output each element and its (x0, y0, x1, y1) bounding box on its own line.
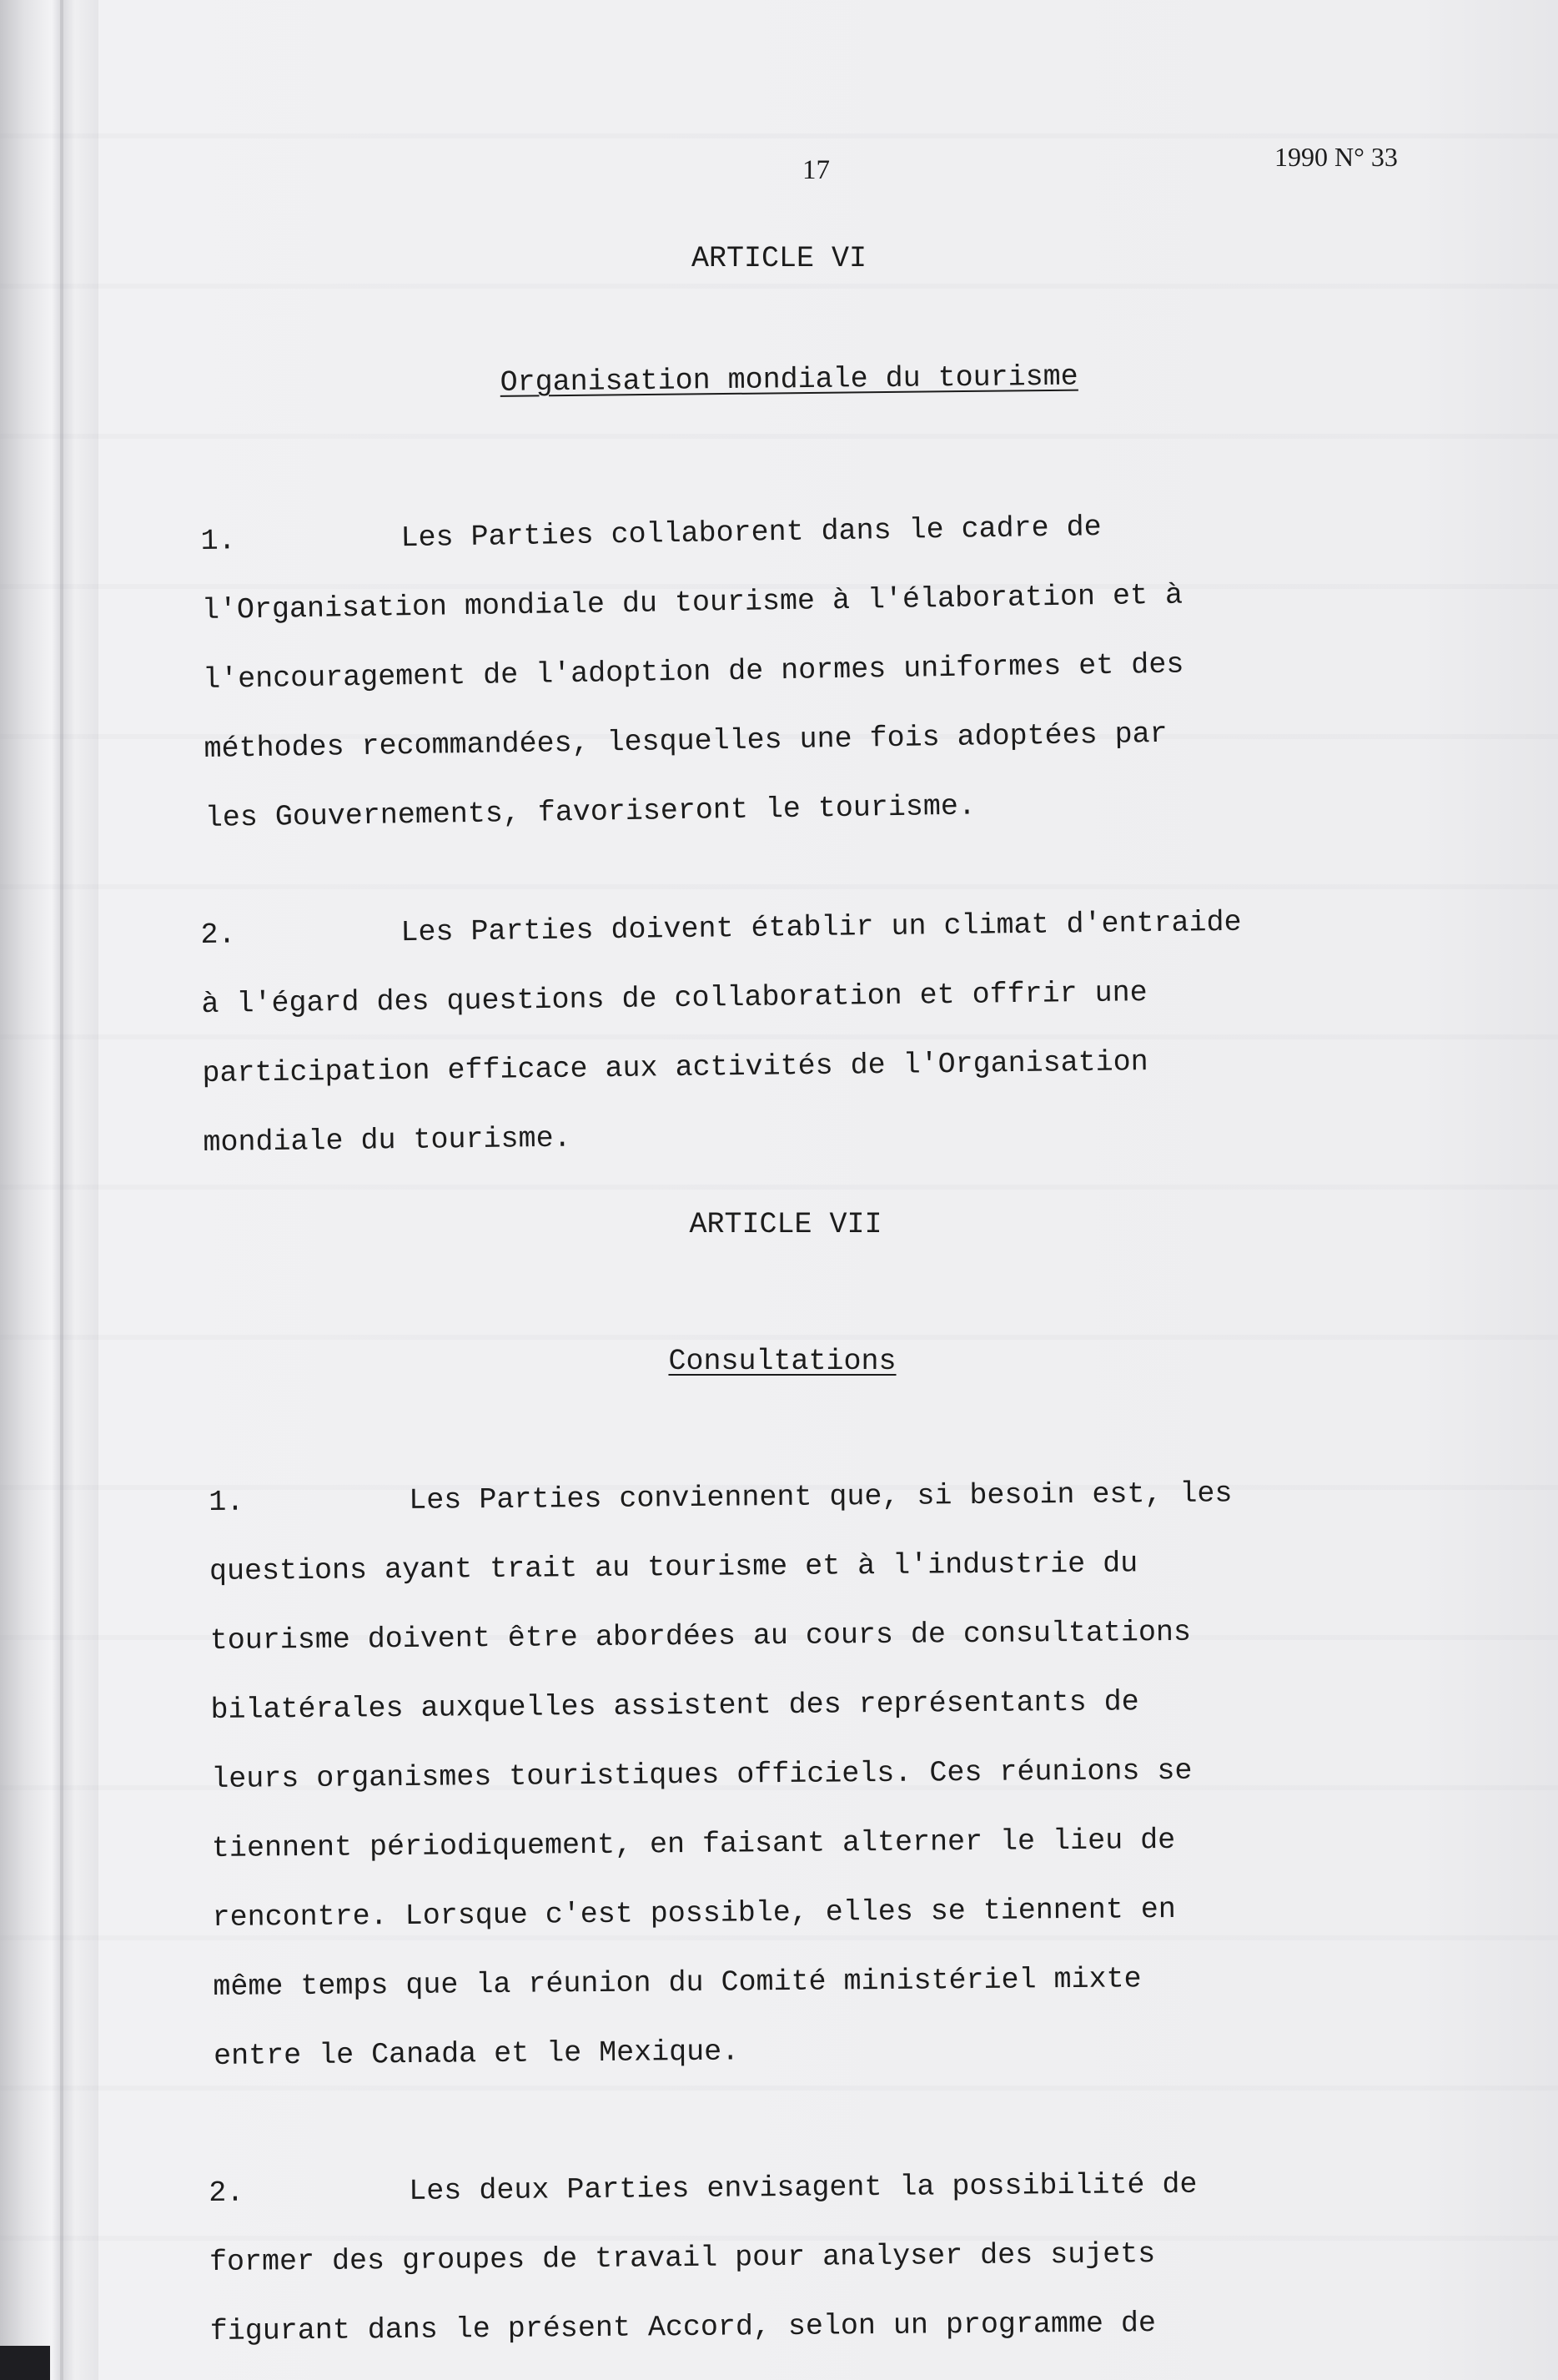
paragraph-line: l'Organisation mondiale du tourisme à l'élaboration et à (201, 578, 1184, 627)
paragraph-line: Les Parties doivent établir un climat d'entraide (400, 905, 1242, 950)
paragraph-line: Les Parties collaborent dans le cadre de (400, 511, 1102, 556)
paragraph-line: l'encouragement de l'adoption de normes uniformes et des (202, 647, 1184, 697)
paragraph-line: à l'égard des questions de collaboration et offrir une (201, 976, 1148, 1021)
paragraph-line: les Gouvernements, favoriseront le tourisme. (204, 789, 977, 835)
scan-edge-shadow (0, 2346, 50, 2380)
page-number: 17 (802, 155, 830, 185)
paragraph-line: rencontre. Lorsque c'est possible, elles se tiennent en (212, 1892, 1177, 1935)
paragraph-line: figurant dans le présent Accord, selon un programme de (209, 2307, 1157, 2348)
article-vii-heading: ARTICLE VII (689, 1208, 882, 1241)
article-vii-paragraph-2 (209, 2149, 1395, 2367)
article-vi-paragraph-1 (200, 489, 1390, 853)
article-vi-paragraph-2 (200, 887, 1388, 1178)
paragraph-line: bilatérales auxquelles assistent des représentants de (210, 1685, 1139, 1727)
paragraph-line: entre le Canada et le Mexique. (213, 2035, 740, 2073)
paragraph-line: participation efficace aux activités de l'Organisation (202, 1045, 1148, 1090)
paragraph-line: former des groupes de travail pour analyser des sujets (209, 2237, 1156, 2279)
article-vi-title-text: Organisation mondiale du tourisme (500, 360, 1078, 400)
paragraph-line: méthodes recommandées, lesquelles une fois adoptées par (204, 717, 1168, 766)
paragraph-line: tourisme doivent être abordées au cours de consultations (209, 1615, 1192, 1658)
article-vii-title (3, 1345, 1558, 1378)
paragraph-line: Les Parties conviennent que, si besoin est, les (409, 1477, 1233, 1517)
article-vii-paragraph-1 (209, 1458, 1398, 2091)
paragraph-number: 1. (200, 524, 236, 558)
paragraph-number: 2. (209, 2176, 244, 2210)
article-vi-heading: ARTICLE VI (691, 242, 867, 275)
paragraph-line: leurs organismes touristiques officiels. Ces réunions se (211, 1754, 1193, 1796)
paragraph-line: tiennent périodiquement, en faisant alterner le lieu de (211, 1823, 1176, 1865)
paragraph-number: 1. (209, 1485, 244, 1519)
paragraph-number: 2. (200, 918, 236, 952)
paragraph-line: questions ayant trait au tourisme et à l'industrie du (209, 1547, 1138, 1588)
article-vii-title-text: Consultations (668, 1345, 897, 1378)
paragraph-line: Les deux Parties envisagent la possibilité de (409, 2167, 1198, 2208)
paragraph-line: même temps que la réunion du Comité ministériel mixte (213, 1962, 1142, 2004)
paragraph-line: mondiale du tourisme. (203, 1121, 571, 1160)
document-reference: 1990 N° 33 (1274, 142, 1398, 172)
